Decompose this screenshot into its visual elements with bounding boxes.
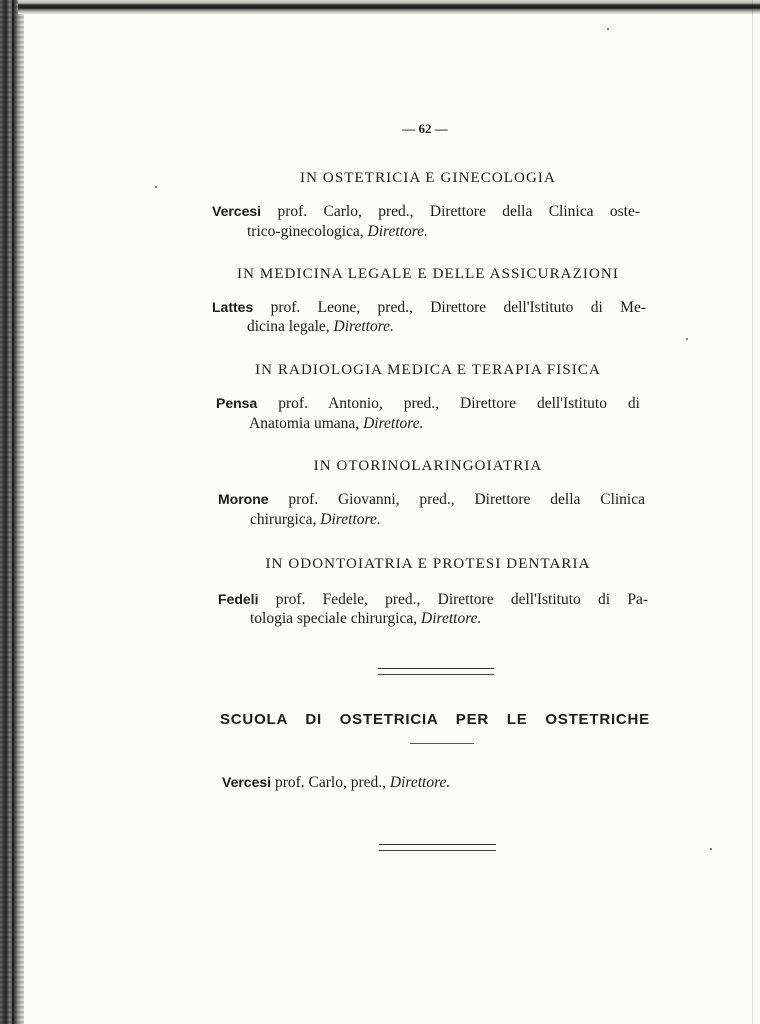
entry-text: prof. Carlo, pred., Direttore della Clinica oste- (261, 203, 640, 220)
scan-right-edge (752, 0, 753, 1024)
role-label: Direttore. (421, 610, 482, 627)
section-heading: IN MEDICINA LEGALE E DELLE ASSICURAZIONI (237, 266, 619, 282)
entry-line (247, 223, 428, 241)
entry-line (250, 610, 481, 628)
role-label: Direttore. (333, 318, 394, 335)
entry-line (216, 394, 640, 413)
entry-text: prof. Leone, pred., Direttore dell'Istituto di Me- (253, 299, 646, 316)
person-name: Vercesi (212, 203, 262, 219)
scan-speck (686, 338, 688, 340)
entry-line (218, 490, 645, 509)
section-heading: IN ODONTOIATRIA E PROTESI DENTARIA (265, 556, 591, 572)
person-name: Morone (218, 491, 269, 507)
page-number: — 62 — (402, 121, 448, 136)
entry-text: tologia speciale chirurgica, (250, 610, 422, 627)
school-heading: SCUOLA DI OSTETRICIA PER LE OSTETRICHE (220, 711, 650, 728)
entry-line (212, 202, 640, 221)
person-name: Lattes (212, 299, 254, 315)
entry-line (250, 511, 381, 529)
entry-text: chirurgica, (250, 511, 321, 528)
role-label: Direttore. (389, 774, 451, 791)
person-name: Fedeli (218, 591, 259, 607)
scan-speck (710, 848, 712, 850)
scan-binding-line (12, 0, 14, 1024)
role-label: Direttore. (367, 223, 428, 240)
person-name: Vercesi (222, 774, 272, 790)
entry-text: prof. Antonio, pred., Direttore dell'Istituto di (257, 395, 640, 412)
section-heading: IN OSTETRICIA E GINECOLOGIA (300, 170, 556, 186)
entry-text: trico-ginecologica, (247, 223, 368, 240)
double-rule-separator (378, 668, 494, 675)
entry-line (218, 590, 648, 609)
scan-speck (607, 28, 609, 30)
double-rule-separator (379, 844, 496, 851)
person-name: Pensa (216, 395, 258, 411)
entry-line (212, 298, 646, 317)
entry-text: prof. Giovanni, pred., Direttore della Clinica (268, 491, 645, 508)
entry-text: Anatomia umana, (249, 415, 364, 432)
short-rule (410, 743, 474, 744)
entry-text: prof. Fedele, pred., Direttore dell'Istituto di Pa- (258, 591, 648, 608)
scan-speck (155, 186, 157, 188)
section-heading: IN OTORINOLARINGOIATRIA (313, 458, 543, 474)
entry-line (247, 318, 394, 336)
entry-line (222, 773, 450, 792)
entry-text: dicina legale, (247, 318, 334, 335)
role-label: Direttore. (363, 415, 424, 432)
scan-top-edge (18, 0, 760, 14)
entry-line (249, 415, 424, 433)
section-heading: IN RADIOLOGIA MEDICA E TERAPIA FISICA (255, 362, 601, 378)
role-label: Direttore. (320, 511, 381, 528)
entry-text: prof. Carlo, pred., (271, 774, 390, 791)
